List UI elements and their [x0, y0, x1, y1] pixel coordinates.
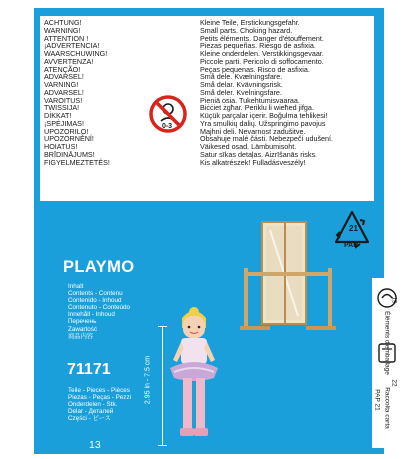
recycle-code: PAP: [344, 242, 358, 249]
warning-text: Yra smulkių dalių. Užspringimo pavojus: [200, 118, 326, 128]
contents-line: Перечень: [68, 318, 97, 326]
pieces-line: Delar - Деталей: [68, 408, 114, 416]
contents-line: Zawartość: [68, 325, 98, 333]
piece-count: 13: [89, 439, 101, 451]
warning-heading: TWISSIJA!: [44, 103, 80, 113]
contents-line: Contents - Contenu: [68, 290, 123, 298]
warning-heading: ADVARSEL!: [44, 87, 84, 97]
warning-text: Petits éléments. Danger d'étouffement.: [200, 33, 324, 43]
warning-text: Peças pequenas. Risco de asfixia.: [200, 64, 310, 74]
warning-heading: ¡SPĖJIMAS!: [44, 118, 84, 128]
warning-text: Pieniä osia. Tukehtumisvaaraa.: [200, 95, 300, 105]
warning-text: Piccole parti. Pericolo di soffocamento.: [200, 56, 324, 66]
pieces-line: Teile - Pieces - Pièces: [68, 387, 130, 394]
contents-line: Contenido - Inhoud: [68, 297, 122, 305]
pieces-line: Części - ピース: [68, 415, 111, 423]
warning-text: Små dele. Kvælningsfare.: [200, 72, 283, 82]
warning-heading: ATTENTION !: [44, 33, 89, 43]
warning-heading: BRĪDINĀJUMS!: [44, 149, 95, 159]
warning-heading: HOIATUS!: [44, 142, 78, 151]
warning-heading: ADVARSEL!: [44, 72, 84, 82]
warning-text: Küçük parçalar içerir. Boğulma tehlikesi!: [200, 111, 328, 120]
warning-heading: UPOZORILO!: [44, 126, 89, 136]
warning-heading: ATENÇÃO!: [44, 64, 81, 74]
warning-heading: ¡ADVERTENCIA!: [44, 41, 100, 51]
warning-heading: WARNING!: [44, 25, 81, 35]
dimension-line: [162, 326, 163, 446]
warning-heading: VARNING!: [44, 80, 79, 89]
warning-text: Piezas pequeñas. Riesgo de asfixia.: [200, 41, 316, 51]
warning-heading: FIGYELMEZTETÉS!: [44, 157, 110, 167]
warning-heading: VAROITUS!: [44, 95, 83, 105]
warning-text: Kleine Teile, Erstickungsgefahr.: [200, 18, 300, 27]
pieces-label: [68, 387, 148, 422]
contents-line: Innehåll - Inhoud: [68, 311, 115, 319]
brand-logo: PLAYMO: [63, 258, 135, 276]
article-number: 71171: [67, 361, 111, 378]
warning-text: Små delar. Kvävningsrisk.: [200, 80, 283, 89]
warning-heading: WAARSCHUWING!: [44, 49, 108, 58]
warning-text: Kleine onderdelen. Verstikkingsgevaar.: [200, 49, 324, 58]
warning-text: Kis alkatrészek! Fulladásveszély!: [200, 157, 306, 167]
recycle-number: 21: [349, 224, 358, 233]
warning-headings: [44, 19, 132, 166]
warning-panel: [40, 16, 374, 201]
contents-line: Inhalt: [68, 283, 84, 290]
warning-heading: UPOZORNĚNÍ!: [44, 134, 94, 144]
warning-text: Small parts. Choking hazard.: [200, 25, 293, 35]
contents-label: [68, 283, 146, 340]
warning-text: Satur sīkas detaļas. Aizrīšanās risks.: [200, 149, 318, 159]
ballet-barre-mirror: [240, 216, 336, 336]
ballerina-figure: [164, 306, 224, 448]
warning-text: Majhni deli. Nevarnost zadušitve.: [200, 126, 306, 136]
package-back: ACHTUNG! WARNING! ATTENTION ! ¡ADVERTENCIA! WAARSCHUWING! AVVERTENZA! ATENÇÃO! ADVARSEL! VARNING! ADVARSEL! VAROITUS! TWISSIJA! DİKKAT! ¡SPĖJIMAS! UPOZORILO! UPOZORNĚNÍ! HOIATUS! BRĪDINĀJUMS! FIGYELMEZTETÉS! Kleine Teile, Erstickungsgefahr. Small parts. Choking hazard. Petits éléments. Danger d'étouffement. Piezas pequeñas. Riesgo de asfixia. Kleine onderdelen. Verstikkingsgevaar. Piccole parti. Pericolo di soffocamento. Peças pequenas. Risco de asfixia. Små dele. Kvælningsfare. Små delar. Kvävningsrisk. Små deler. Kvelningsfare. Pieniä osia. Tukehtumisvaaraa. Biċċiet żgħar. Periklu li wieħed jifga. Küçük parçalar içerir. Boğulma tehlikesi! Yra smulkių dalių. Užspringimo pavojus Majhni deli. Nevarnost zadušitve. Obsahuje malé části. Nebezpečí udušení. Väikesed osad. Lämbumisoht. Satur sīkas detaļas. Aizrīšanās risks. Kis alkatrészek! Fulladásveszély! 0-3 21 PAP PLAYMO Inhalt Contents - Contenu Contenido - Inhoud Contenuto - Conteúdo Innehåll - Inhoud Перечень Zawartość 商品内容 71171 Teile - Pieces - Pièces Piezas - Peças - Pezzi Onderdelen - Stk. Delar - Деталей Części - ピース 13 2.95 in - 7.5 cm Éléments d'emballage PAP 21 Raccolta carta 19 22: [34, 8, 384, 454]
warning-heading: AVVERTENZA!: [44, 56, 94, 66]
age-warning-label: 0-3: [161, 123, 173, 130]
contents-line: 商品内容: [68, 332, 94, 340]
warning-text: Obsahuje malé části. Nebezpečí udušení.: [200, 134, 334, 144]
warning-texts: [200, 19, 372, 166]
warning-heading: DİKKAT!: [44, 111, 72, 120]
pieces-line: Piezas - Peças - Pezzi: [68, 394, 131, 402]
contents-line: Contenuto - Conteúdo: [68, 304, 130, 312]
pieces-line: Onderdelen - Stk.: [68, 401, 118, 409]
warning-text: Små deler. Kvelningsfare.: [200, 87, 282, 97]
warning-heading: ACHTUNG!: [44, 18, 82, 27]
warning-text: Väikesed osad. Lämbumisoht.: [200, 142, 297, 151]
warning-text: Biċċiet żgħar. Periklu li wieħed jifga.: [200, 103, 314, 113]
